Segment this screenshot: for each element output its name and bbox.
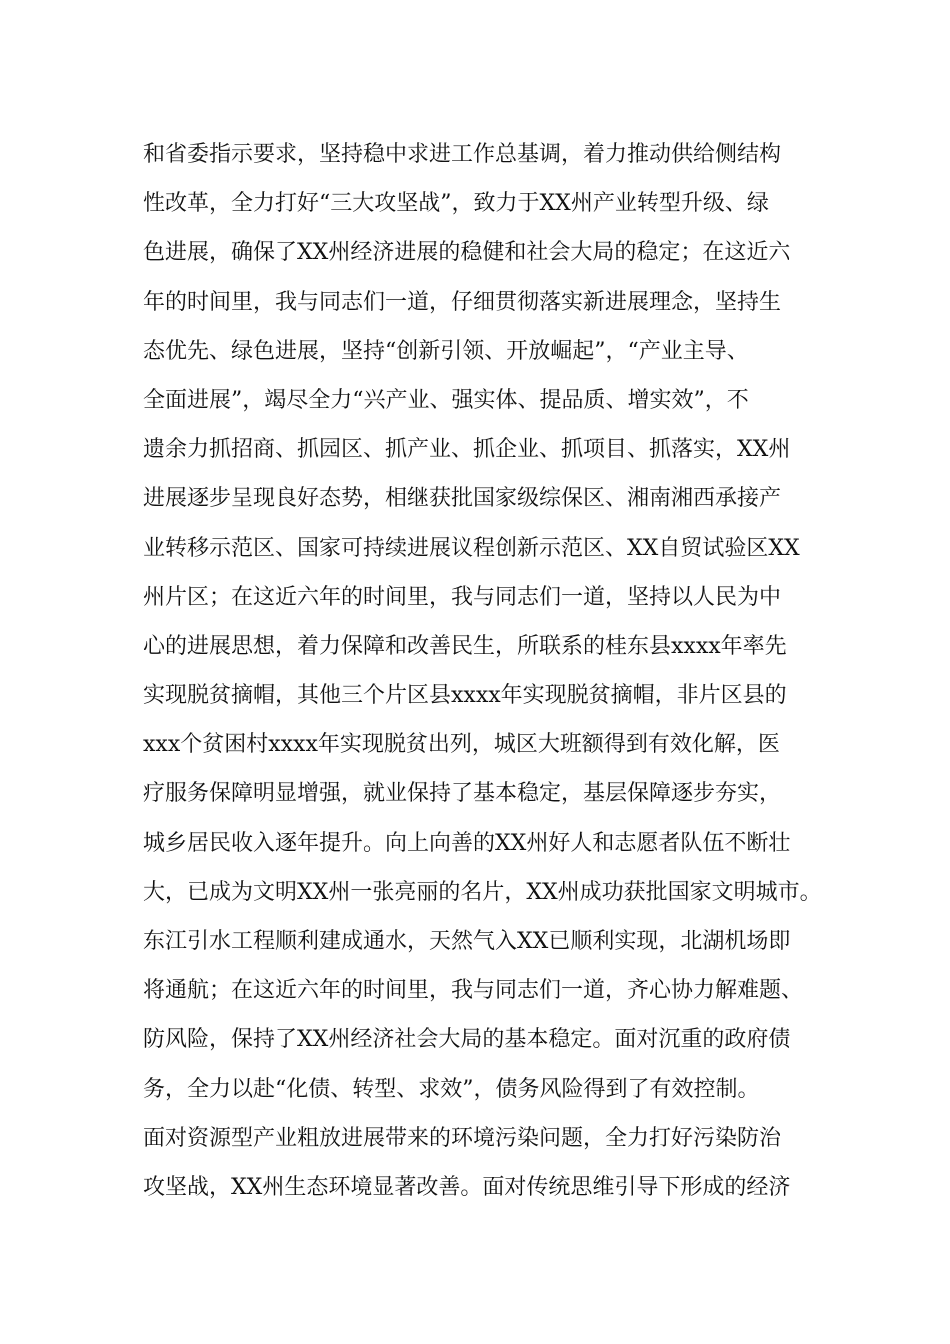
text-line: 进展逐步呈现良好态势，相继获批国家级综保区、湘南湘西承接产 — [143, 486, 782, 512]
text-line: 心的进展思想，着力保障和改善民生，所联系的桂东县xxxx年率先 — [143, 633, 787, 659]
text-line: 实现脱贫摘帽，其他三个片区县xxxx年实现脱贫摘帽，非片区县的 — [143, 683, 787, 709]
text-line: 性改革，全力打好“三大攻坚战”，致力于XX州产业转型升级、绿 — [143, 191, 769, 217]
text-line: 大，已成为文明XX州一张亮丽的名片，XX州成功获批国家文明城市。 — [143, 879, 822, 905]
text-line: 年的时间里，我与同志们一道，仔细贯彻落实新进展理念，坚持生 — [143, 289, 782, 315]
text-line: 态优先、绿色进展，坚持“创新引领、开放崛起”，“产业主导、 — [143, 338, 749, 364]
text-line: 将通航；在这近六年的时间里，我与同志们一道，齐心协力解难题、 — [143, 978, 804, 1004]
text-line: 攻坚战，XX州生态环境显著改善。面对传统思维引导下形成的经济 — [143, 1174, 791, 1200]
text-line: 和省委指示要求，坚持稳中求进工作总基调，着力推动供给侧结构 — [143, 142, 782, 167]
text-line: 州片区；在这近六年的时间里，我与同志们一道，坚持以人民为中 — [143, 584, 782, 610]
body-paragraph — [143, 130, 823, 1212]
text-line: 城乡居民收入逐年提升。向上向善的XX州好人和志愿者队伍不断壮 — [143, 830, 791, 856]
text-line: 东江引水工程顺利建成通水，天然气入XX已顺利实现，北湖机场即 — [143, 929, 791, 954]
text-line: 务，全力以赴“化债、转型、求效”，债务风险得到了有效控制。 — [143, 1076, 760, 1102]
text-line: 防风险，保持了XX州经济社会大局的基本稳定。面对沉重的政府债 — [143, 1027, 791, 1053]
text-line: 遗余力抓招商、抓园区、抓产业、抓企业、抓项目、抓落实，XX州 — [143, 437, 791, 463]
text-line: 全面进展”，竭尽全力“兴产业、强实体、提品质、增实效”，不 — [143, 387, 749, 413]
text-line: 色进展，确保了XX州经济进展的稳健和社会大局的稳定；在这近六 — [143, 240, 791, 266]
text-line: xxx个贫困村xxxx年实现脱贫出列，城区大班额得到有效化解，医 — [143, 732, 780, 758]
text-line: 业转移示范区、国家可持续进展议程创新示范区、XX自贸试验区XX — [143, 535, 800, 561]
text-line: 疗服务保障明显增强，就业保持了基本稳定，基层保障逐步夯实， — [143, 781, 782, 807]
text-line: 面对资源型产业粗放进展带来的环境污染问题，全力打好污染防治 — [143, 1125, 782, 1151]
